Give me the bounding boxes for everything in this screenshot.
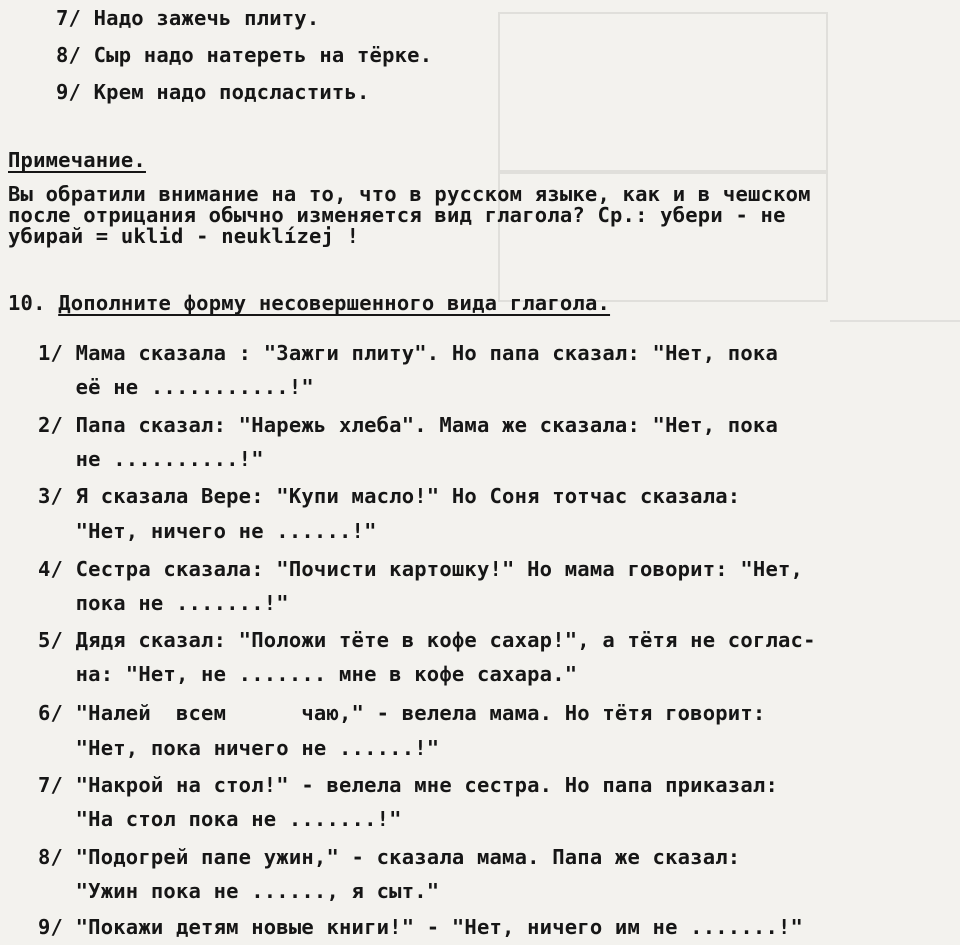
exercise-line: не ..........!"	[38, 447, 264, 471]
exercise-title: Дополните форму несовершенного вида глагола.	[58, 291, 611, 315]
exercise-line: 9/ "Покажи детям новые книги!" - "Нет, ничего им не .......!"	[38, 915, 804, 939]
top-item-7: 7/ Надо зажечь плиту.	[56, 6, 320, 30]
exercise-line: 5/ Дядя сказал: "Положи тёте в кофе сахар!", а тётя не соглас-	[38, 628, 816, 652]
exercise-line: 6/ "Налей всем чаю," - велела мама. Но тётя говорит:	[38, 701, 766, 725]
bleed-through-box	[498, 12, 828, 172]
exercise-line: 1/ Мама сказала : "Зажги плиту". Но папа сказал: "Нет, пока	[38, 341, 778, 365]
exercise-line: 8/ "Подогрей папе ужин," - сказала мама. Папа же сказал:	[38, 845, 741, 869]
exercise-line: 2/ Папа сказал: "Нарежь хлеба". Мама же сказала: "Нет, пока	[38, 413, 778, 437]
top-item-9: 9/ Крем надо подсластить.	[56, 80, 370, 104]
exercise-line: "На стол пока не .......!"	[38, 807, 402, 831]
exercise-line: пока не .......!"	[38, 591, 289, 615]
note-line-1: Вы обратили внимание на то, что в русском языке, как и в чешском	[8, 182, 811, 206]
exercise-line: 3/ Я сказала Вере: "Купи масло!" Но Соня тотчас сказала:	[38, 484, 741, 508]
top-item-8: 8/ Сыр надо натереть на тёрке.	[56, 43, 433, 67]
exercise-heading	[8, 292, 610, 314]
note-line-2: после отрицания обычно изменяется вид глагола? Ср.: убери - не	[8, 203, 786, 227]
exercise-line: "Ужин пока не ......, я сыт."	[38, 879, 440, 903]
exercise-line: "Нет, ничего не ......!"	[38, 519, 377, 543]
note-title: Примечание.	[8, 148, 146, 172]
note-line-3: убирай = uklid - neuklízej !	[8, 224, 360, 248]
exercise-line: на: "Нет, не ....... мне в кофе сахара."	[38, 662, 578, 686]
exercise-line: 4/ Сестра сказала: "Почисти картошку!" Но мама говорит: "Нет,	[38, 557, 804, 581]
bleed-through-line	[830, 320, 960, 322]
exercise-line: её не ...........!"	[38, 375, 314, 399]
exercise-line: 7/ "Накрой на стол!" - велела мне сестра. Но папа приказал:	[38, 773, 778, 797]
exercise-number: 10.	[8, 291, 46, 315]
exercise-line: "Нет, пока ничего не ......!"	[38, 736, 440, 760]
